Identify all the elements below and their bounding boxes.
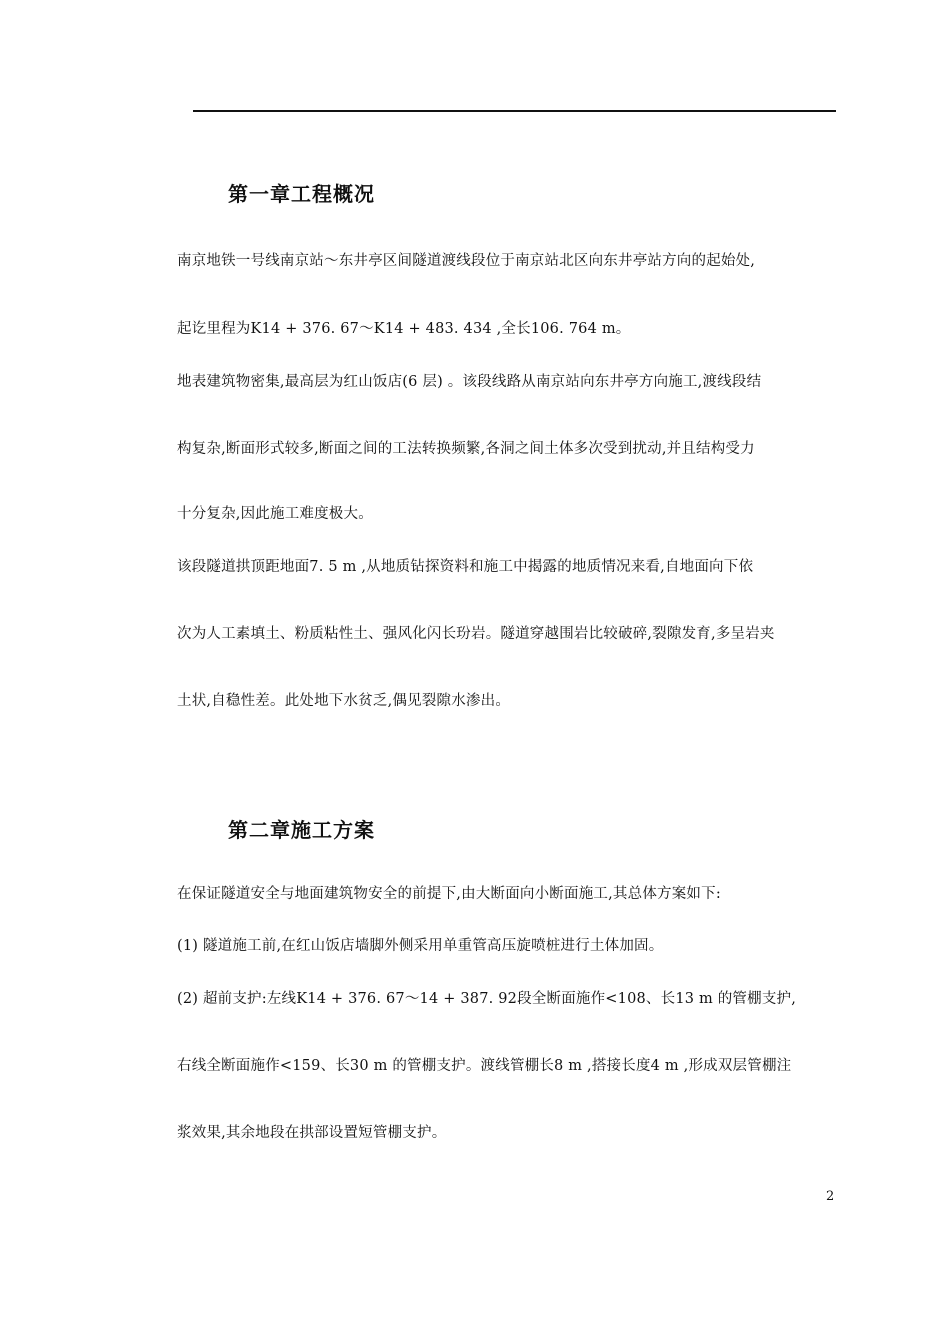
- chapter-1-line: 十分复杂,因此施工难度极大。: [177, 506, 373, 522]
- chapter-2-line: (1) 隧道施工前,在红山饭店墙脚外侧采用单重管高压旋喷桩进行土体加固。: [177, 938, 664, 954]
- chapter-1-line: 该段隧道拱顶距地面7. 5 m ,从地质钻探资料和施工中揭露的地质情况来看,自地面向下依: [177, 559, 754, 575]
- chapter-1-line: 起讫里程为K14 + 376. 67～K14 + 483. 434 ,全长106. 764 m。: [177, 321, 631, 337]
- chapter-2-line: 在保证隧道安全与地面建筑物安全的前提下,由大断面向小断面施工,其总体方案如下:: [177, 886, 721, 902]
- chapter-1-line: 次为人工素填土、粉质粘性土、强风化闪长玢岩。隧道穿越围岩比较破碎,裂隙发育,多呈岩夹: [177, 626, 775, 642]
- chapter-1-line: 南京地铁一号线南京站～东井亭区间隧道渡线段位于南京站北区向东井亭站方向的起始处,: [177, 253, 756, 269]
- chapter-1-line: 地表建筑物密集,最高层为红山饭店(6 层) 。该段线路从南京站向东井亭方向施工,渡线段结: [177, 374, 762, 390]
- chapter-2-line: (2) 超前支护:左线K14 + 376. 67～14 + 387. 92段全断面施作<108、长13 m 的管棚支护,: [177, 991, 797, 1007]
- page-number: 2: [826, 1189, 835, 1204]
- header-rule: [193, 110, 836, 112]
- chapter-2-line: 右线全断面施作<159、长30 m 的管棚支护。渡线管棚长8 m ,搭接长度4 m ,形成双层管棚注: [177, 1058, 792, 1074]
- chapter-2-heading: 第二章施工方案: [228, 818, 375, 842]
- chapter-1-line: 土状,自稳性差。此处地下水贫乏,偶见裂隙水渗出。: [177, 693, 511, 709]
- chapter-2-line: 浆效果,其余地段在拱部设置短管棚支护。: [177, 1125, 447, 1141]
- chapter-1-heading: 第一章工程概况: [228, 182, 375, 206]
- chapter-1-line: 构复杂,断面形式较多,断面之间的工法转换频繁,各洞之间土体多次受到扰动,并且结构受力: [177, 441, 755, 457]
